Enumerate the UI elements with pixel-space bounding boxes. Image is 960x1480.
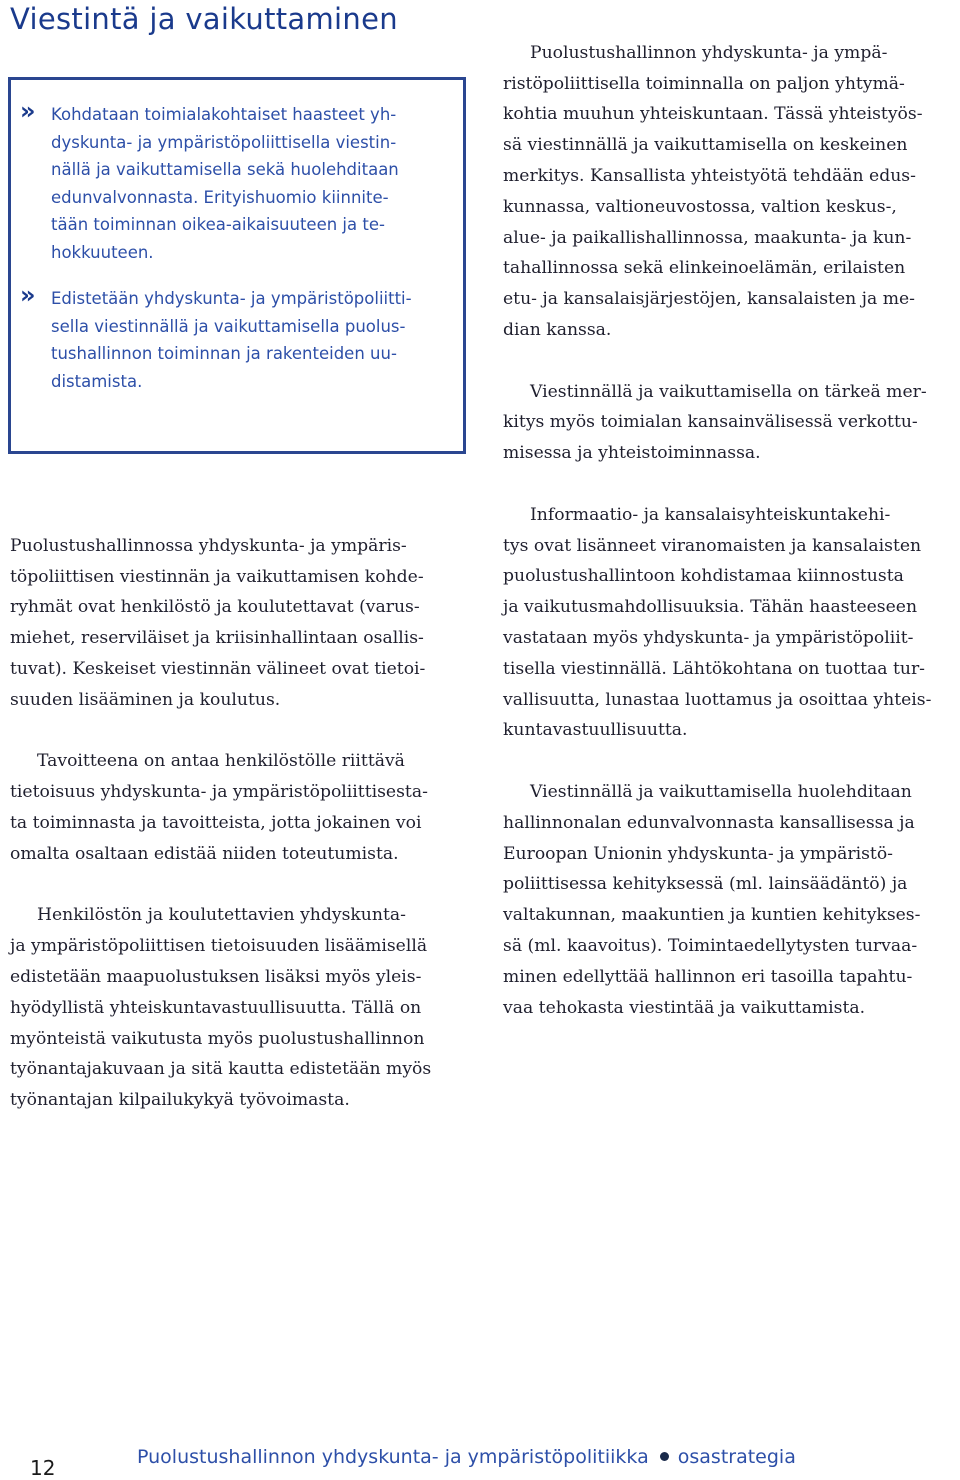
right-column bbox=[503, 7, 958, 1054]
double-chevron-icon: » bbox=[20, 281, 36, 309]
page-title: Viestintä ja vaikuttaminen bbox=[10, 2, 398, 36]
page-number: 12 bbox=[30, 1456, 56, 1480]
box-bullet-text: Edistetään yhdyskunta- ja ympäristöpoliitti- sella viestinnällä ja vaikuttamisella puolus- tushallinnon toiminnan ja rakenteiden uu- distamista. bbox=[51, 289, 412, 391]
paragraph: Tavoitteena on antaa henkilöstölle riittävä tietoisuus yhdyskunta- ja ympäristöpoliittisesta- ta toiminnasta ja tavoitteista, jotta jokainen voi omalta osaltaan edistää niiden toteutumista. bbox=[10, 751, 428, 864]
double-chevron-icon: » bbox=[20, 97, 36, 125]
paragraph: Viestinnällä ja vaikuttamisella on tärkeä mer- kitys myös toimialan kansainvälisessä verkottu- misessa ja yhteistoiminnassa. bbox=[503, 381, 927, 464]
paragraph: Puolustushallinnossa yhdyskunta- ja ympäris- töpoliittisen viestinnän ja vaikuttamisen kohde- ryhmät ovat henkilöstö ja koulutettavat (varus- miehet, reserviläiset ja kriisinhallintaan osallis- tuvat). Keskeiset viestinnän välineet ovat tietoi- suuden lisääminen ja koulutus. bbox=[10, 535, 426, 710]
paragraph: Informaatio- ja kansalaisyhteiskuntakehi- tys ovat lisänneet viranomaisten ja kansalaisten puolustushallintoon kohdistamaa kiinnostusta ja vaikutusmahdollisuuksia. Tähän haasteeseen vastataan myös yhdyskunta- ja ympäristöpoliit- tisella viestinnällä. Lähtökohtana on tuottaa tur- vallisuutta, lunastaa luottamus ja osoittaa yhteis- kuntavastuullisuutta. bbox=[503, 504, 932, 741]
box-bullet-1 bbox=[20, 97, 452, 266]
bullet-dot-icon bbox=[660, 1452, 669, 1461]
box-bullet-2 bbox=[20, 281, 452, 395]
paragraph: Viestinnällä ja vaikuttamisella huolehditaan hallinnonalan edunvalvonnasta kansallisessa ja Euroopan Unionin yhdyskunta- ja ympäristö- poliittisessa kehityksessä (ml. lainsäädäntö) ja valtakunnan, maakuntien ja kuntien kehitykses- sä (ml. kaavoitus). Toimintaedellytysten turvaa- minen edellyttää hallinnon eri tasoilla tapahtu- vaa tehokasta viestintää ja vaikuttamista. bbox=[503, 781, 921, 1018]
footer-text bbox=[137, 1446, 796, 1468]
box-bullet-text: Kohdataan toimialakohtaiset haasteet yh- dyskunta- ja ympäristöpoliittisella viestin- nällä ja vaikuttamisella sekä huolehditaan edunvalvonnasta. Erityishuomio kiinnite- tään toiminnan oikea-aikaisuuteen ja te- hokkuuteen. bbox=[51, 105, 399, 262]
paragraph: Puolustushallinnon yhdyskunta- ja ympä- ristöpoliittisella toiminnalla on paljon yhtymä- kohtia muuhun yhteiskuntaan. Tässä yhteistyös- sä viestinnällä ja vaikuttamisella on keskeinen merkitys. Kansallista yhteistyötä tehdään edus- kunnassa, valtioneuvostossa, valtion keskus-, alue- ja paikallishallinnossa, maakunta- ja kun- tahallinnossa sekä elinkeinoelämän, erilaisten etu- ja kansalaisjärjestöjen, kansalaisten ja me- dian kanssa. bbox=[503, 42, 923, 340]
paragraph: Henkilöstön ja koulutettavien yhdyskunta- ja ympäristöpoliittisen tietoisuuden lisäämisellä edistetään maapuolustuksen lisäksi myös yleis- hyödyllistä yhteiskuntavastuullisuutta. Tällä on myönteistä vaikutusta myös puolustushallinnon työnantajakuvaan ja sitä kautta edistetään myös työnantajan kilpailukykyä työvoimasta. bbox=[10, 905, 432, 1111]
footer-section: osastrategia bbox=[677, 1446, 796, 1468]
left-column bbox=[10, 500, 470, 1147]
footer-publication: Puolustushallinnon yhdyskunta- ja ympäristöpolitiikka bbox=[137, 1446, 649, 1468]
